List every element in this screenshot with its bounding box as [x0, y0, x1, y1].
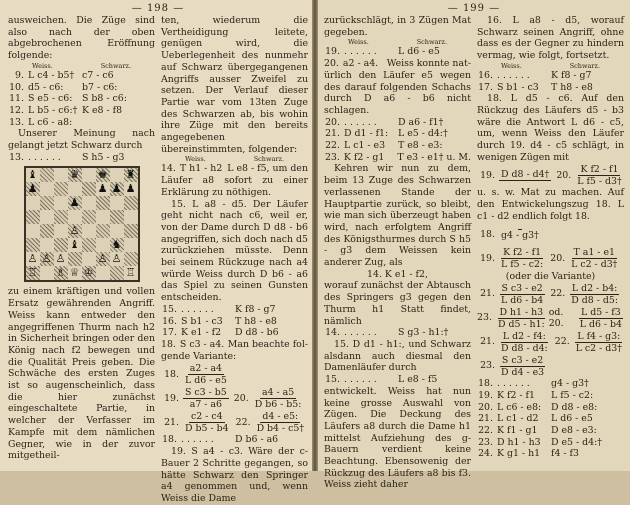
move-row: 20. a2 - a4. Weiss konnte nat-	[324, 58, 471, 70]
move-header: Weiss. Schwarz.	[347, 38, 448, 47]
move-row: 23. K f2 - g1 T e3 - e1† u. M.	[324, 151, 471, 163]
variant-line: 19. D d8 - d4† 20. $\frac{\text{K f2 - f1}}{\text{L f5 - d3†}}$	[480, 163, 622, 187]
move-row: 10. d5 - c6: b7 - c6:	[9, 81, 118, 93]
paragraph: ausweichen. Die Züge sind also nach der oben abgebrochenen Eröffnung folgende:	[8, 15, 155, 62]
variant-line: 21. $\frac{\text{L d2 - f4:}}{\text{D d8 - d4:}}$ 22. $\frac{\text{L f4 - g3:}}{\text{L c2 - d3†}}$	[480, 330, 622, 354]
paragraph: zu einem kräftigen und vollen Ersatz gewährenden Angriff. Weiss kann entweder den angegriffenen Thurm nach h2 in Sicherheit bringen oder den König nach f2 bewegen und die Qualität Preis geben. Die Schwäche des ersten Zuges ist so augenscheinlich, dass die hier zunächst eingeschaltete Partie, in welcher der Verfasser im Kampfe mit dem nämlichen Gegner, wie in der zuvor mitgetheil-	[8, 286, 155, 462]
move-list	[324, 374, 471, 386]
move-row: 17. K e1 - f2 D d8 - b6	[162, 327, 279, 339]
move-list	[161, 434, 308, 446]
move-fraction: $\frac{\text{S c3 - e2}}{\text{L d6 - b4}}$	[501, 282, 544, 306]
move-header: Weiss. Schwarz.	[31, 61, 132, 70]
variant-line: 18. $\frac{a2 - a4}{\text{L d6 - e5}}$	[164, 362, 227, 386]
move-row: 18. S c3 - a4. Man beachte fol-	[161, 338, 308, 350]
move-list	[324, 117, 471, 164]
page-number-left: — 198 —	[131, 3, 185, 14]
variant-line: 21. $\frac{c2 - c4}{\text{D b5 - b4}}$ 22. $\frac{d4 - e5:}{\text{D b4 - c5†}}$	[164, 410, 305, 434]
variant-line	[477, 163, 624, 187]
move-list	[324, 327, 471, 339]
board-square	[26, 224, 40, 238]
right-column-2	[477, 15, 624, 491]
move-row: 18. . . . . . . D b6 - a6	[162, 434, 279, 446]
chess-piece: ♕	[69, 266, 80, 280]
move-row: 22. L c1 - e3 T e8 - e3:	[325, 140, 443, 152]
paragraph: 15. L a8 - d5. Der Läufer geht nicht nach c6, weil er, von der Dame durch D d8 - b6 angegriffen, sich doch nach d5 zurückziehen müsste. Denn bei seinem Rückzuge nach a4 würde Weiss durch D b6 - a6 das Spiel zu seinen Gunsten entscheiden.	[161, 198, 308, 304]
chess-piece: ♔	[83, 266, 94, 280]
board-square	[96, 238, 110, 252]
chess-piece: ♖	[125, 266, 136, 280]
paragraph: ten, wiederum die Vertheidigung leitete, genügen wird, die Ueberlegenheit des nunmehr auf Schwarz übergegangenen Angriffs ausser Zweifel zu setzen. Der Verlauf dieser Partie war vom 13ten Zuge des Schwarzen ab, bis wohin ihre Züge mit den bereits angegebenen übereinstimmten, folgender:	[161, 15, 308, 155]
board-square	[124, 238, 138, 252]
chess-piece: ♟	[111, 182, 122, 196]
move-fraction: $\frac{\text{S c3 - b5}}{a7 - a6}$	[185, 386, 227, 410]
chess-piece: ♙	[55, 252, 66, 266]
move-fraction: $\frac{\text{S c3 - e2}}{\text{D d4 - e3}}$	[501, 354, 545, 378]
move-row: 20. . . . . . . D a6 - f1†	[325, 116, 444, 128]
board-square	[82, 168, 96, 182]
move-row: 19. K f2 - f1 L f5 - c2:	[478, 389, 594, 401]
move-list	[477, 70, 624, 93]
paragraph: Kehren wir nun zu dem, beim 13 Zuge des Schwarzen verlassenen Stande der Hauptpartie zurück, so bleibt, wie man sich überzeugt haben wird, nach erfolgtem Angriff des Königsthurmes durch S h5 - g3 dem Weissen kein anderer Zug, als	[324, 163, 471, 269]
variant-line	[477, 354, 624, 378]
paragraph: 19. S a4 - c3. Wäre der c-Bauer 2 Schritte gegangen, so hätte Schwarz den Springer a4 genommen und, wenn Weiss die Dame	[161, 446, 308, 504]
page-number-right: — 199 —	[447, 3, 501, 14]
board-square	[68, 210, 82, 224]
variant-line	[477, 282, 624, 306]
move-row: 22. K f1 - g1 D e8 - e3:	[478, 425, 597, 437]
chess-piece: ♙	[111, 252, 122, 266]
move-row: 21. L c1 - d2 L d6 - e5	[478, 413, 593, 425]
move-list	[324, 46, 471, 69]
move-list	[477, 378, 624, 460]
board-square	[96, 266, 110, 280]
move-row: 11. S e5 - c6: S b8 - c6:	[9, 93, 127, 105]
chess-piece: ♜	[125, 168, 136, 182]
move-row: 17. S b1 - c3 T h8 - e8	[478, 81, 593, 93]
move-header: Weiss. Schwarz.	[184, 155, 285, 164]
move-row: 13. . . . . . . S h5 - g3	[9, 151, 125, 163]
move-row: 16. . . . . . . K f8 - g7	[478, 69, 592, 81]
variant-line: 23. $\frac{\text{D h1 - h3}}{\text{D d5 - h1:}}$ od. 20. $\frac{\text{L d5 - f3}}{\text{L d6 - b4}}$	[477, 306, 622, 330]
board-square	[110, 224, 124, 238]
chess-piece: ♙	[41, 252, 52, 266]
chess-piece: ♚	[97, 168, 108, 182]
board-square	[82, 224, 96, 238]
paragraph: 16. L a8 - d5, worauf Schwarz seinen Angriff, ohne dass es der Gegner zu hindern vermag, wie folgt, fortsetzt.	[477, 15, 624, 62]
move-row: 15. . . . . . . L e8 - f5	[325, 374, 438, 386]
move-fraction: $\frac{\text{L d2 - b4:}}{\text{D d8 - d5:}}$	[571, 282, 618, 306]
move-list	[161, 304, 308, 351]
move-fraction: D d8 - d4†	[501, 169, 550, 181]
board-square	[40, 266, 54, 280]
left-column-1	[8, 15, 155, 505]
chess-diagram	[24, 166, 140, 282]
paragraph: zurückschlägt, in 3 Zügen Mat gegeben.	[324, 15, 471, 38]
board-square	[110, 168, 124, 182]
right-column-1	[324, 15, 471, 491]
chess-piece: ♙	[69, 224, 80, 238]
move-fraction: $\frac{\text{K f2 - f1}}{\text{L f5 - d3†}}$	[577, 163, 622, 187]
variant-line	[477, 223, 624, 247]
move-row: 13. L c6 - a8:	[9, 116, 73, 128]
chess-piece: ♟	[69, 196, 80, 210]
variant-list	[161, 362, 308, 434]
move-row: 14. . . . . . . S g3 - h1:†	[325, 327, 449, 339]
chess-piece: ♗	[55, 266, 66, 280]
paragraph: 14. K e1 - f2,	[367, 268, 428, 280]
chess-piece: ♙	[97, 252, 108, 266]
chess-piece: ♟	[125, 182, 136, 196]
paragraph: gende Variante:	[161, 350, 237, 362]
paragraph: u. s. w. Mat zu machen. Auf den Entwickelungszug 18. L c1 - d2 endlich folgt 18.	[477, 187, 624, 222]
board-square	[54, 168, 68, 182]
chess-piece: ♞	[111, 238, 122, 252]
move-row: 18. . . . . . . g4 - g3†	[478, 378, 589, 390]
board-square	[68, 182, 82, 196]
move-row: 21. D d1 - f1: L e5 - d4:†	[325, 128, 448, 140]
board-square	[54, 196, 68, 210]
board-square	[40, 182, 54, 196]
paragraph: Unserer Meinung nach gelangt jetzt Schwarz durch	[8, 128, 155, 152]
move-fraction: $\frac{a2 - a4}{\text{L d6 - e5}}$	[185, 362, 227, 386]
chess-piece: ♝	[27, 168, 38, 182]
move-fraction: g4 - g3†	[501, 229, 539, 241]
variant-line: 23. $\frac{\text{S c3 - e2}}{\text{D d4 - e3}}$	[480, 354, 545, 378]
variant-line: 18. g4 - g3†	[480, 228, 539, 241]
move-row: 23. D h1 - h3 D e5 - d4:†	[478, 436, 602, 448]
board-square	[82, 196, 96, 210]
variant-line: 21. $\frac{\text{S c3 - e2}}{\text{L d6 - b4}}$ 22. $\frac{\text{L d2 - b4:}}{\text{D d8 - d5:}}$	[480, 282, 618, 306]
move-row: 15. . . . . . . K f8 - g7	[162, 303, 276, 315]
paragraph: worauf zunächst der Abtausch des Springers g3 gegen den Thurm h1 Statt findet, nämlich	[324, 280, 471, 327]
move-row: 9. L c4 - b5† c7 - c6	[15, 69, 114, 81]
move-row: 16. S b1 - c3 T h8 - e8	[162, 315, 277, 327]
board-square	[96, 210, 110, 224]
variant-line	[477, 247, 624, 271]
chess-piece: ♝	[69, 238, 80, 252]
board-square	[110, 196, 124, 210]
board-square	[54, 224, 68, 238]
move-fraction: $\frac{c2 - c4}{\text{D b5 - b4}}$	[185, 410, 229, 434]
paragraph: (oder die Variante)	[505, 270, 596, 282]
move-fraction: $\frac{\text{L d2 - f4:}}{\text{D d8 - d4:}}$	[501, 330, 548, 354]
move-row: 19. . . . . . . L d6 - e5	[325, 46, 440, 58]
move-row: 24. K g1 - h1 f4 - f3	[478, 448, 579, 460]
board-square	[40, 210, 54, 224]
chess-piece: ♖	[27, 266, 38, 280]
paragraph: 15. D d1 - h1:, und Schwarz alsdann auch diesmal den Damenläufer durch	[324, 338, 471, 374]
right-page	[318, 0, 630, 491]
move-header: Weiss. Schwarz.	[500, 61, 601, 70]
move-fraction: $\frac{\text{K f2 - f1}}{\text{L f5 - c2:}}$	[501, 247, 544, 271]
board-square	[26, 196, 40, 210]
left-column-2	[161, 15, 308, 505]
move-row: 20. L c6 - e8: D d8 - e8:	[478, 401, 598, 413]
chess-piece: ♟	[27, 182, 38, 196]
variant-line: 19. $\frac{\text{S c3 - b5}}{a7 - a6}$ 20. $\frac{a4 - a5}{\text{D b6 - b5:}}$	[164, 386, 302, 410]
paragraph: Läufer a8 sofort zu einer Erklärung zu nöthigen.	[161, 175, 308, 198]
variant-line: 19. $\frac{\text{K f2 - f1}}{\text{L f5 - c2:}}$ 20. $\frac{\text{T a1 - e1}}{\text{L c2 - d3†}}$	[480, 247, 618, 271]
move-fraction: $\frac{d4 - e5:}{\text{D b4 - c5†}}$	[256, 410, 305, 434]
move-list	[8, 70, 155, 129]
variant-line	[477, 330, 624, 354]
move-fraction: $\frac{a4 - a5}{\text{D b6 - b5:}}$	[254, 386, 302, 410]
board-square	[82, 252, 96, 266]
chess-piece: ♟	[97, 182, 108, 196]
move-fraction: $\frac{\text{L f4 - g3:}}{\text{L c2 - d3†}}$	[575, 330, 622, 354]
move-row: 12. L b5 - c6:† K e8 - f8	[9, 104, 123, 116]
paragraph: entwickelt. Weiss hat nun keine grosse Auswahl von Zügen. Die Deckung des Läufers a8 durch die Dame h1 mittelst Aufziehung des g-Bauern verdient keine Beachtung. Ebensowenig der Rückzug des Läufers a8 bis f3. Weiss zieht daher	[324, 385, 471, 491]
move-fraction: $\frac{\text{T a1 - e1}}{\text{L c2 - d3†}}$	[571, 247, 618, 271]
board-square	[124, 210, 138, 224]
chess-piece: ♛	[69, 168, 80, 182]
left-page	[0, 0, 312, 504]
board-square	[40, 238, 54, 252]
paragraph: ürlich den Läufer e5 wegen des darauf folgenden Schachs durch D a6 - b6 nicht schlagen.	[324, 69, 471, 116]
paragraph: 18. L d5 - c6. Auf den Rückzug des Läufers d5 - b3 wäre die Antwort L d6 - c5, um, wenn Weiss den Läufer durch 19. d4 - c5 schlägt, in wenigen Zügen mit	[477, 93, 624, 163]
chess-piece: ♙	[27, 252, 38, 266]
move-row: 14. T h1 - h2 L e8 - f5, um den	[161, 163, 308, 175]
